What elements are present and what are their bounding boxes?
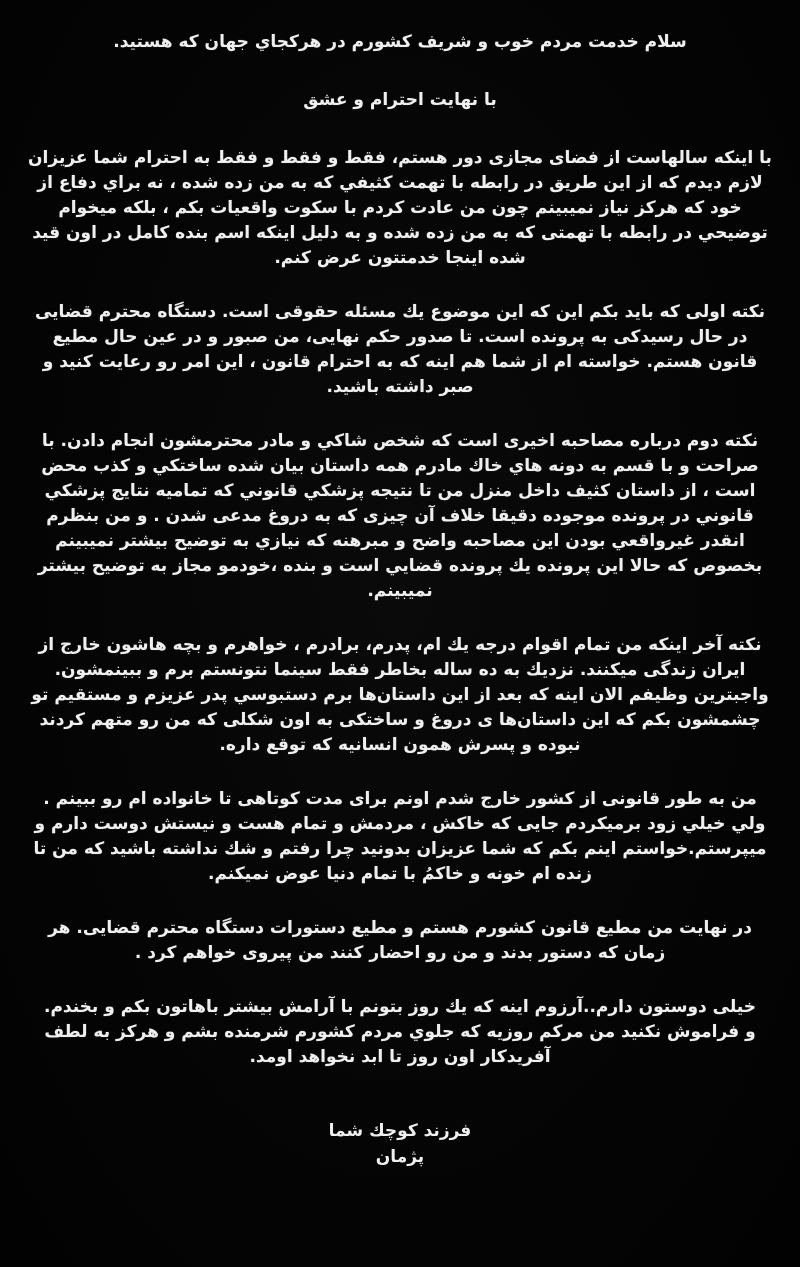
point-two-paragraph: نكته دوم درباره مصاحبه اخيرى است كه شخص شاكي و مادر محترمشون انجام دادن. با صراحت و با قسم به دونه هاي خاك مادرم همه داستان بيان شده ساختكي و كذب محض است ، از داستان كثيف داخل منزل من تا نتيجه پزشكي قانوني كه تماميه نتايج پزشكي قانوني در پرونده موجوده دقيقا خلاف آن چيزى كه به دروغ مدعى شدن . و من بنظرم انقدر غيرواقعي بودن اين مصاحبه واضح و مبرهنه كه نيازي به توضيح بيشتر نميبينم بخصوص كه حالا اين پرونده يك پرونده قضايي است و بنده ،خودمو مجاز به توضيح بيشتر نميبينم.	[37, 431, 763, 601]
closing-love-line: خيلى دوستون دارم..آرزوم اينه كه يك روز بتونم با آرامش بيشتر باهاتون بكم و بخندم.	[43, 997, 757, 1017]
closing-oath-line: و فراموش نكنيد من مركم روزيه كه جلوي مردم كشورم شرمنده بشم و هركز به لطف آفريدكار اون روز تا ابد نخواهد اومد.	[44, 1022, 756, 1067]
greeting-line: سلام خدمت مردم خوب و شريف كشورم در هركجاي جهان كه هستيد.	[113, 32, 687, 52]
departure-paragraph: من به طور قانونى از كشور خارج شدم اونم براى مدت كوتاهى تا خانواده ام رو ببينم . ولي خيلي زود برميكردم جايى كه خاكش ، مردمش و تمام هست و نيستش دوست دارم و ميپرستم.خواستم اينم بكم كه شما عزيزان بدونيد چرا رفتم و شك نداشته باشيد كه من تا زنده ام خونه و خاكمُ با تمام دنيا عوض نميكنم.	[33, 789, 767, 884]
obedience-paragraph: در نهايت من مطيع قانون كشورم هستم و مطيع دستورات دستگاه محترم قضايى. هر زمان كه دستور بدند و من رو احضار كنند من پيروى خواهم كرد .	[48, 918, 752, 963]
signature-block	[28, 1118, 772, 1170]
intro-paragraph: با اينكه سالهاست از فضاى مجازى دور هستم، فقط و فقط و فقط به احترام شما عزيزان لازم ديدم كه از اين طريق در رابطه با تهمت كثيفي كه به من زده شده ، نه براي دفاع از خود كه هركز نياز نميبينم چون من عادت كردم با سكوت واقعيات بكم ، بلكه ميخوام توضيحي در رابطه با تهمتى كه به من زده شده و به دليل اينكه اسم بنده كامل در اون قيد شده اينجا خدمتتون عرض كنم.	[28, 148, 772, 268]
signature-name: پژمان	[375, 1147, 425, 1167]
point-last-paragraph: نكته آخر اينكه من تمام اقوام درجه يك ام، پدرم، برادرم ، خواهرم و بچه هاشون خارج از ايران زندگى ميكنند. نزديك به ده ساله بخاطر فقط سينما نتونستم برم و ببينمشون. واجبترين وظيفم الان اينه كه بعد از اين داستان‌ها برم دستبوسي پدر عزيزم و مستقيم تو چشمشون بكم كه اين داستان‌ها ى دروغ و ساختكى به اون شكلى كه من رو متهم كردند نبوده و پسرش همون انسانيه كه توقع داره.	[31, 635, 769, 755]
point-one-paragraph: نكته اولى كه بايد بكم اين كه اين موضوع يك مسئله حقوقى است. دستگاه محترم قضايى در حال رسيدكى به پرونده است. تا صدور حكم نهايى، من صبور و در عين حال مطيع قانون هستم. خواسته ام از شما هم اينه كه به احترام قانون ، اين امر رو رعايت كنيد و صبر داشته باشيد.	[34, 302, 766, 397]
salutation-line: با نهايت احترام و عشق	[303, 90, 497, 110]
closing-paragraph	[28, 995, 772, 1070]
signature-role: فرزند كوچك شما	[328, 1121, 472, 1141]
